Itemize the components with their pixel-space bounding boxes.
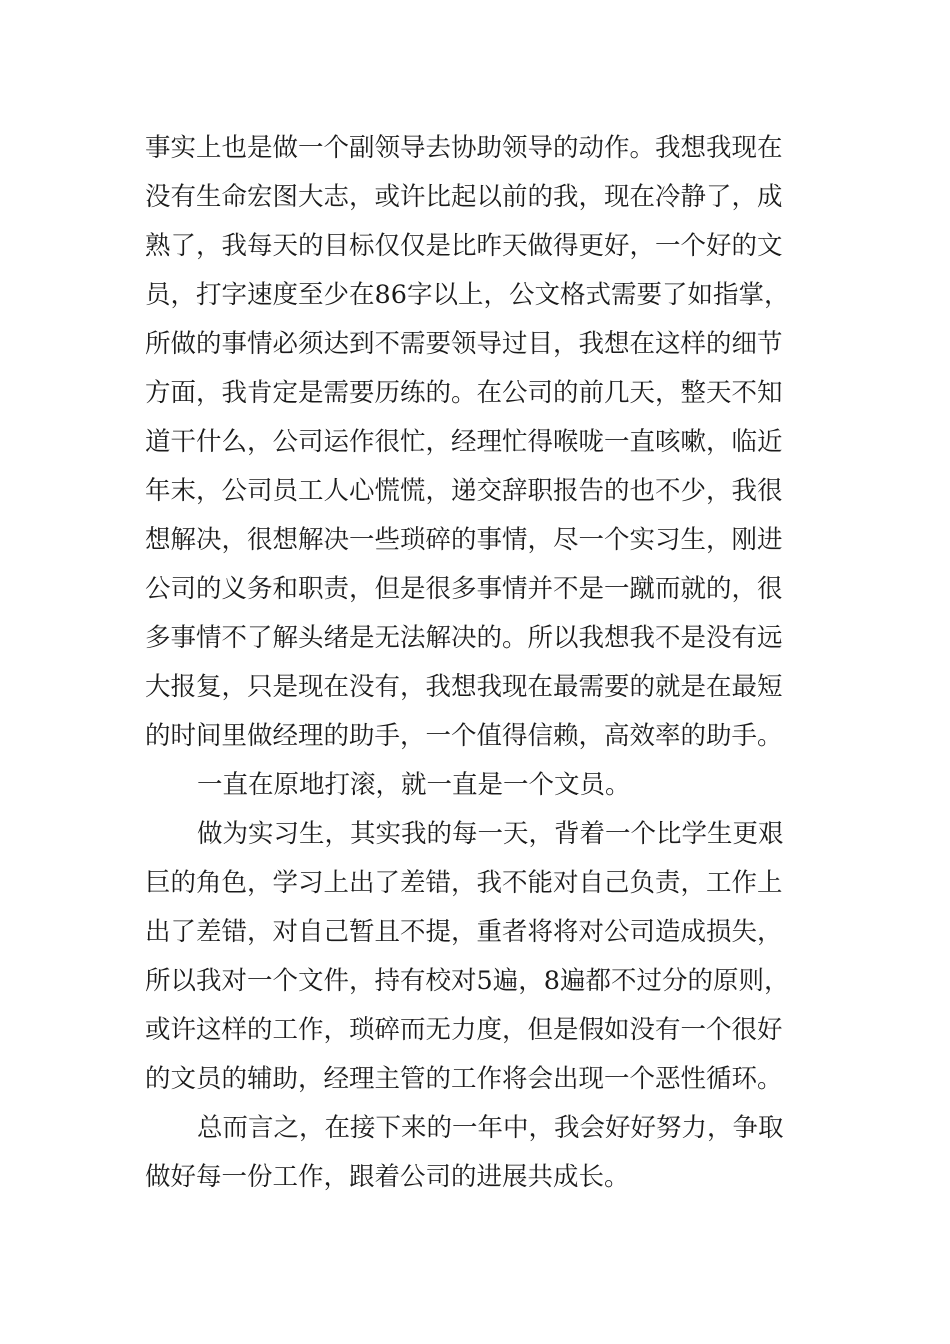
text-line: 熟了，我每天的目标仅仅是比昨天做得更好，一个好的文	[145, 231, 783, 261]
text-line: 所做的事情必须达到不需要领导过目，我想在这样的细节	[145, 329, 783, 359]
document-body	[145, 124, 810, 1202]
paragraph-1	[145, 124, 810, 761]
text-line: 做为实习生，其实我的每一天，背着一个比学生更艰	[197, 819, 784, 849]
paragraph-2	[145, 761, 810, 810]
text-line: 没有生命宏图大志，或许比起以前的我，现在冷静了，成	[145, 182, 783, 212]
text-line: 的时间里做经理的助手，一个值得信赖，高效率的助手。	[145, 721, 783, 751]
text-line: 方面，我肯定是需要历练的。在公司的前几天，整天不知	[145, 378, 783, 408]
text-line: 员，打字速度至少在86字以上，公文格式需要了如指掌，	[145, 280, 790, 310]
text-line: 做好每一份工作，跟着公司的进展共成长。	[145, 1162, 630, 1192]
text-line: 道干什么，公司运作很忙，经理忙得喉咙一直咳嗽，临近	[145, 427, 783, 457]
paragraph-4	[145, 1104, 810, 1202]
text-line: 巨的角色，学习上出了差错，我不能对自己负责，工作上	[145, 868, 783, 898]
paragraph-3	[145, 810, 810, 1104]
text-line: 想解决，很想解决一些琐碎的事情，尽一个实习生，刚进	[145, 525, 783, 555]
text-line: 或许这样的工作，琐碎而无力度，但是假如没有一个很好	[145, 1015, 783, 1045]
text-line: 多事情不了解头绪是无法解决的。所以我想我不是没有远	[145, 623, 783, 653]
text-line: 总而言之，在接下来的一年中，我会好好努力，争取	[197, 1113, 784, 1143]
text-line: 大报复，只是现在没有，我想我现在最需要的就是在最短	[145, 672, 783, 702]
text-line: 公司的义务和职责，但是很多事情并不是一蹴而就的，很	[145, 574, 783, 604]
text-line: 事实上也是做一个副领导去协助领导的动作。我想我现在	[145, 133, 783, 163]
text-line: 年末，公司员工人心慌慌，递交辞职报告的也不少，我很	[145, 476, 783, 506]
text-line: 所以我对一个文件，持有校对5遍，8遍都不过分的原则，	[145, 966, 790, 996]
text-line: 一直在原地打滚，就一直是一个文员。	[197, 770, 631, 800]
text-line: 出了差错，对自己暂且不提，重者将将对公司造成损失，	[145, 917, 783, 947]
text-line: 的文员的辅助，经理主管的工作将会出现一个恶性循环。	[145, 1064, 783, 1094]
